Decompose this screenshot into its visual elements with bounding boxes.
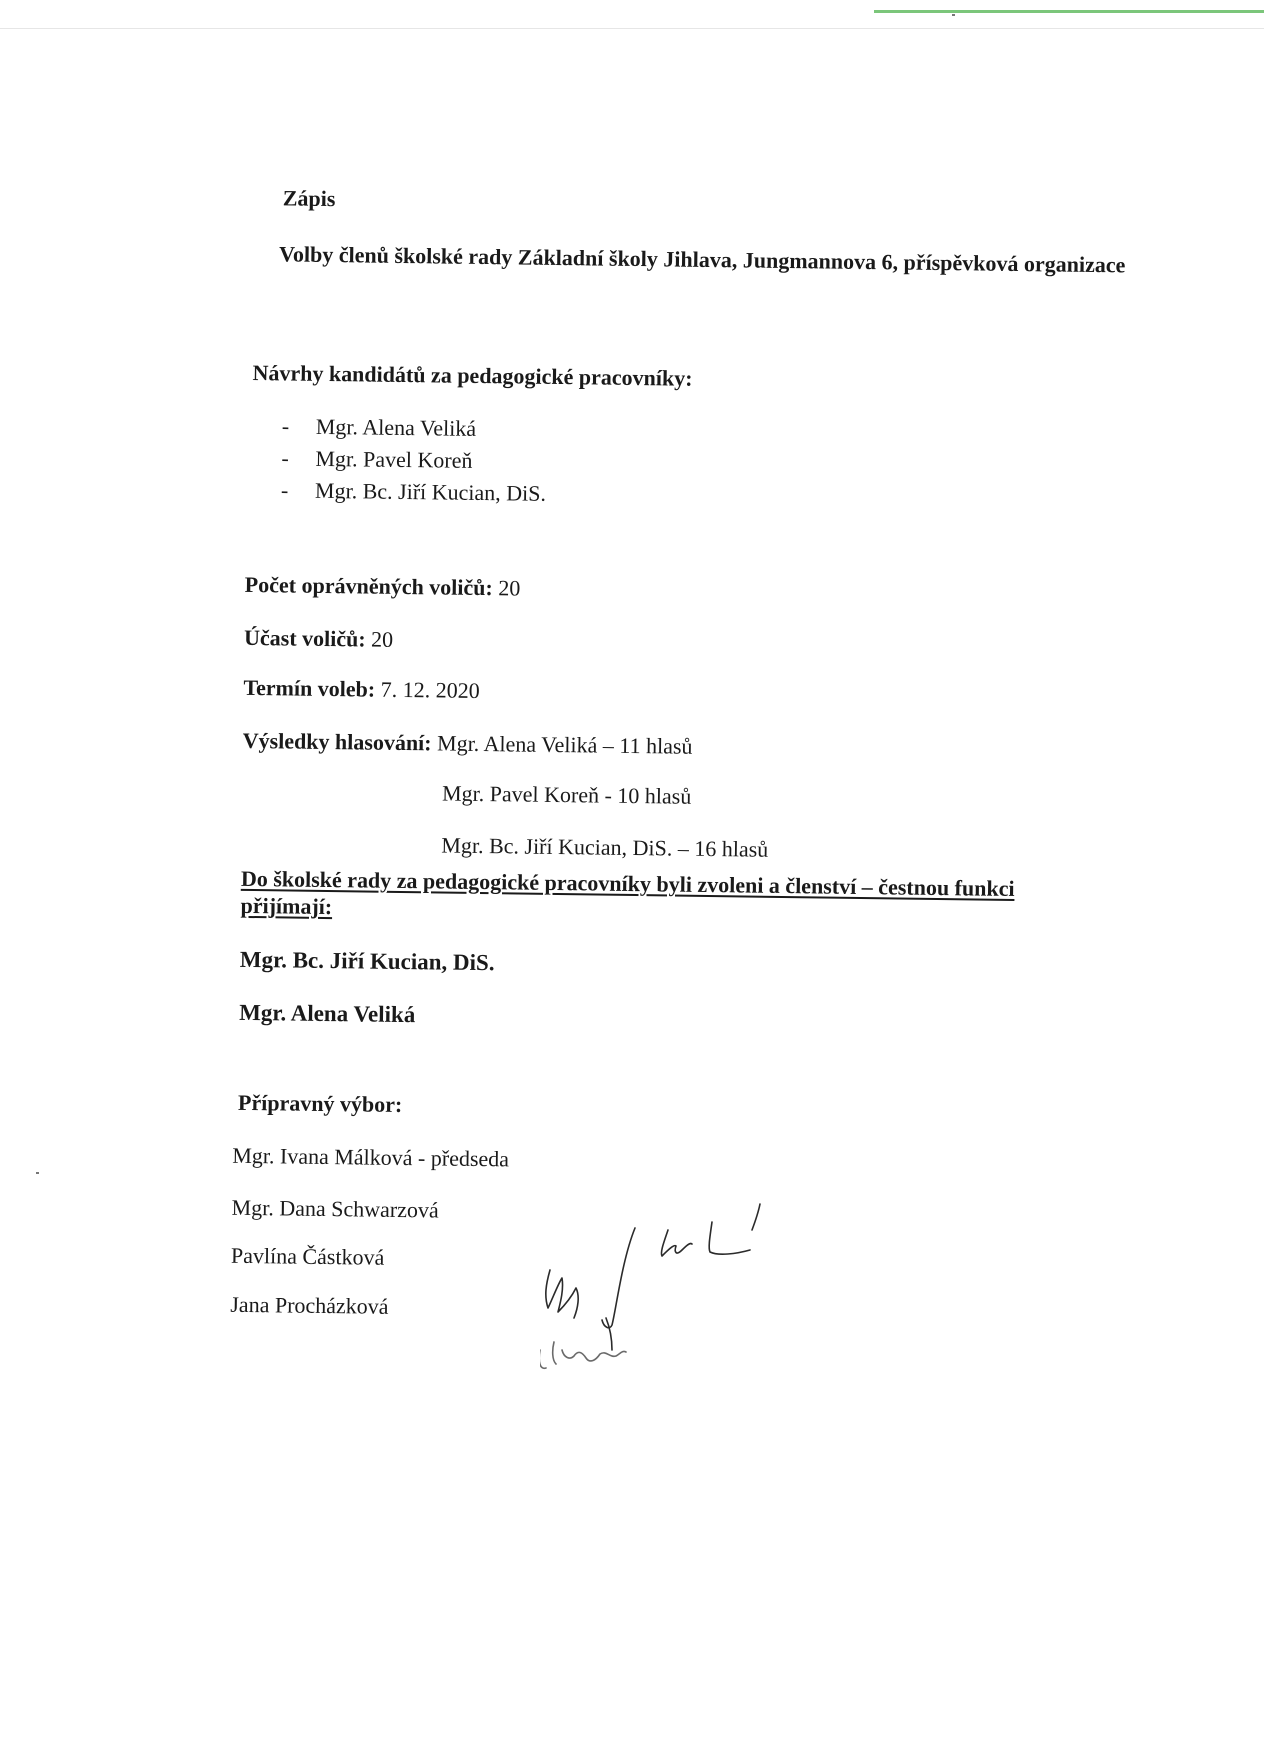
candidate-name: Mgr. Bc. Jiří Kucian, DiS. <box>314 477 547 506</box>
signature-malkova <box>602 1228 635 1328</box>
elected-member: Mgr. Bc. Jiří Kucian, DiS. <box>239 946 495 976</box>
election-date-row <box>243 675 480 704</box>
scan-speck <box>36 1172 39 1174</box>
document-subtitle: Volby členů školské rady Základní školy Jihlava, Jungmannova 6, příspěvková organizace <box>278 241 1126 278</box>
document-page <box>230 185 1155 1319</box>
scan-green-edge <box>874 0 1264 13</box>
eligible-voters-value: 20 <box>498 575 521 601</box>
scan-speck <box>952 14 955 16</box>
candidates-list <box>281 410 547 509</box>
result-line: Mgr. Pavel Koreň - 10 hlasů <box>441 780 692 809</box>
result-line: Mgr. Alena Veliká – 11 hlasů <box>436 730 693 759</box>
committee-member: Mgr. Ivana Málková - předseda <box>232 1142 510 1172</box>
result-line: Mgr. Bc. Jiří Kucian, DiS. – 16 hlasů <box>441 832 769 862</box>
committee-member: Pavlína Částková <box>230 1242 385 1270</box>
signature-schwarzova <box>546 1270 578 1318</box>
elected-heading: Do školské rady za pedagogické pracovníky byli zvoleni a členství – čestnou funkci přijímají: <box>240 865 1015 920</box>
elected-member: Mgr. Alena Veliká <box>239 999 416 1028</box>
turnout-value: 20 <box>370 626 394 652</box>
election-date-value: 7. 12. 2020 <box>380 676 480 703</box>
results-row <box>243 728 693 760</box>
election-date-label: Termín voleb: <box>243 674 376 702</box>
turnout-row <box>244 625 393 653</box>
signature-castkova <box>540 1342 626 1368</box>
signatures <box>540 1200 860 1430</box>
document-title: Zápis <box>282 185 336 212</box>
committee-heading: Přípravný výbor: <box>237 1089 403 1118</box>
list-item <box>281 474 546 509</box>
list-item <box>281 442 546 477</box>
candidate-name: Mgr. Alena Veliká <box>315 413 477 441</box>
results-label: Výsledky hlasování: <box>242 727 432 756</box>
list-dash: - <box>281 445 289 471</box>
candidates-heading: Návrhy kandidátů za pedagogické pracovníky: <box>252 359 693 391</box>
committee-member: Mgr. Dana Schwarzová <box>231 1194 439 1223</box>
committee-member: Jana Procházková <box>230 1291 389 1319</box>
list-item <box>282 410 547 445</box>
candidate-name: Mgr. Pavel Koreň <box>315 445 473 473</box>
list-dash: - <box>281 413 290 439</box>
eligible-voters-label: Počet oprávněných voličů: <box>244 571 494 601</box>
turnout-label: Účast voličů: <box>243 624 366 652</box>
eligible-voters-row <box>245 572 521 602</box>
list-dash: - <box>280 477 289 503</box>
